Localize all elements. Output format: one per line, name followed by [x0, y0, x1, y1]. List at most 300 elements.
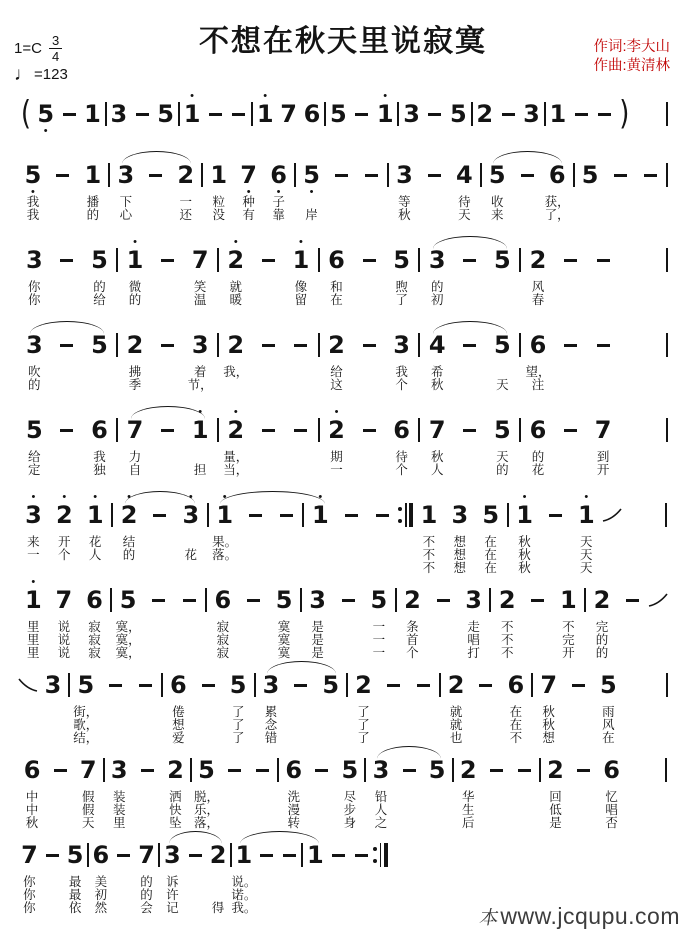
lyric: 初 — [430, 293, 444, 307]
lyric: 打 — [467, 646, 480, 660]
time-numerator: 3 — [49, 34, 62, 49]
lyric: 留 — [294, 293, 308, 307]
lyric: 开 — [596, 463, 610, 477]
note: 3 诉 许 记 — [164, 841, 181, 915]
lyric: 首 — [406, 633, 419, 647]
duration-dash — [510, 748, 538, 830]
duration-dash — [249, 748, 277, 830]
note: 4 待 天 — [455, 161, 473, 222]
duration-dash — [423, 92, 446, 135]
lyric: 想 — [453, 535, 467, 549]
lyric: 不 — [422, 561, 436, 575]
lyric: 我 — [93, 450, 106, 464]
lyric: 得 — [211, 901, 225, 915]
lyric: 担 — [193, 463, 207, 477]
note: 1 播 的 — [84, 161, 102, 222]
lyric: 不 — [500, 633, 514, 647]
duration-dash — [271, 493, 302, 575]
lyric: 寂 — [216, 633, 230, 647]
note: 6 待 个 — [393, 416, 410, 477]
note: 1 — [307, 841, 324, 869]
lyric: 你 — [23, 888, 36, 902]
lyric: 完 — [595, 620, 609, 634]
note: • 2 就 暖 — [227, 236, 245, 307]
watermark-text: www.jcqupu.com — [500, 903, 680, 929]
lyric: 节， — [187, 378, 213, 392]
note: 5 天 — [494, 331, 511, 392]
note: • 2 结 的 — [120, 491, 138, 562]
note: 2 一 还 — [177, 161, 195, 222]
note: • 2 量， 当， — [223, 406, 249, 477]
duration-dash — [193, 663, 223, 745]
lyric: 子 — [272, 195, 285, 209]
lyric: 就 — [229, 280, 243, 294]
lyric: 条 — [406, 620, 419, 634]
note: 5 在 在 在 — [482, 501, 500, 575]
lyric: 我。 — [231, 901, 257, 915]
barline — [665, 92, 668, 135]
lyric: 人 — [88, 548, 102, 562]
duration-dash — [333, 578, 364, 660]
duration-dash — [48, 153, 78, 222]
lyric: 的 — [93, 280, 106, 294]
note: 7 秋 秋 想 — [540, 671, 558, 745]
key-time-tempo-block — [14, 34, 68, 83]
duration-dash — [482, 748, 510, 830]
note: 1 — [84, 100, 101, 128]
note: 2 — [476, 100, 494, 128]
lyric: 微 — [128, 280, 142, 294]
lyric: 了 — [231, 731, 245, 745]
quarter-note-icon: ♩ — [14, 64, 33, 85]
lyric: 笑 — [193, 280, 207, 294]
note: 5 寞 寞 寞 — [275, 586, 293, 660]
barline — [665, 408, 668, 477]
note: 2 完 的 的 — [593, 586, 611, 660]
lyric: 不 — [422, 548, 436, 562]
note: 5 收 来 — [488, 161, 506, 222]
duration-dash — [454, 323, 487, 392]
lyric: 寂 — [216, 620, 230, 634]
lyric: 自 — [128, 463, 142, 477]
lyric: 个 — [395, 463, 408, 477]
note: 5 最 最 依 — [66, 841, 84, 915]
note: • 1 微 的 — [126, 236, 144, 307]
note: • 2 期 一 — [328, 406, 345, 477]
lyric: 寞， — [115, 646, 141, 660]
slur-fragment — [648, 578, 668, 660]
note: 6 寂 寂 寂 — [214, 586, 232, 660]
duration-dash — [112, 833, 135, 915]
spacer — [622, 493, 665, 575]
lyric: 华 — [461, 790, 475, 804]
note: 3 — [403, 100, 420, 128]
lyric: 说。 — [231, 875, 257, 889]
duration-dash — [221, 748, 249, 830]
lyric: 种 — [242, 195, 255, 209]
lyric: 不 — [562, 620, 575, 634]
duration-dash — [327, 833, 350, 915]
lyric: 人 — [430, 463, 444, 477]
lyric: 的 — [595, 646, 609, 660]
lyric: 秋 — [518, 548, 531, 562]
spacer — [619, 323, 665, 392]
note: 6 寂 寂 寂 — [86, 586, 103, 660]
duration-dash — [554, 238, 587, 307]
note: • 1 里 里 里 — [24, 576, 42, 660]
system-intro — [18, 92, 668, 135]
duration-dash — [285, 323, 318, 392]
note: 5 雨 风 在 — [600, 671, 617, 745]
lyric: 唱 — [605, 803, 618, 817]
barline — [665, 153, 668, 222]
lyric: 的 — [122, 548, 136, 562]
note: • 1 花 人 — [86, 491, 104, 562]
lyric: 脱， — [194, 790, 220, 804]
lyric: 漫 — [287, 803, 300, 817]
duration-dash — [554, 323, 587, 392]
lyric: 结 — [122, 535, 136, 549]
system-line-8 — [18, 748, 668, 830]
lyric: 是 — [311, 646, 324, 660]
note: • 3 来 一 — [25, 491, 42, 562]
parenthesis: ) — [619, 95, 630, 133]
lyric: 天 — [580, 548, 593, 562]
lyric: 中 — [25, 790, 39, 804]
lyric: 岸 — [305, 208, 318, 222]
lyric: 播 — [86, 195, 100, 209]
lyric: 的 — [531, 450, 545, 464]
duration-dash — [496, 92, 519, 135]
lyric: 后 — [461, 816, 475, 830]
tempo-value: =123 — [34, 66, 68, 83]
lyric: 秋 — [430, 450, 444, 464]
lyric: 你 — [28, 293, 41, 307]
lyric: 回 — [549, 790, 562, 804]
jcqupu-logo-icon: 本 — [477, 908, 501, 929]
lyric: 歌， — [73, 718, 99, 732]
lyric: 就 — [449, 705, 463, 719]
note: 3 等 秋 — [396, 161, 413, 222]
lyric: 暖 — [229, 293, 243, 307]
spacer — [619, 238, 665, 307]
note: 3 我 个 — [393, 331, 410, 392]
note: 7 说 说 说 — [55, 586, 73, 660]
lyric: 洒 — [169, 790, 182, 804]
note: 5 煦 了 — [393, 246, 410, 307]
note: 6 的 花 — [529, 416, 547, 477]
lyric: 不 — [422, 535, 436, 549]
note: 7 笑 温 — [191, 246, 209, 307]
lyric: 春 — [531, 293, 545, 307]
lyric: 定 — [28, 463, 41, 477]
note: 5 — [581, 161, 599, 189]
note: 2 了 了 了 — [355, 671, 372, 745]
lyric: 初 — [94, 888, 108, 902]
duration-dash — [151, 408, 184, 477]
lyric: 天 — [458, 208, 471, 222]
lyricist-credit: 作词:李大山 — [593, 39, 670, 55]
note: 1 — [549, 100, 567, 128]
note: 6 和 在 — [328, 246, 345, 307]
lyric: 的 — [128, 293, 142, 307]
lyric: 果。 — [212, 535, 238, 549]
lyric: 一 — [372, 646, 386, 660]
note: • 1 秋 秋 秋 — [516, 491, 533, 575]
note: • 1 天 天 天 — [577, 491, 595, 575]
lyric: 在 — [484, 535, 497, 549]
lyric: 诺。 — [231, 888, 257, 902]
duration-dash — [569, 748, 597, 830]
note: 5 • 我 我 — [24, 161, 42, 222]
lyric: 秋 — [25, 816, 39, 830]
lyric: 美 — [94, 875, 108, 889]
lyric: 你 — [23, 875, 36, 889]
lyric: 说 — [57, 620, 71, 634]
lyric: 身 — [343, 816, 357, 830]
note: 2 风 春 — [529, 246, 547, 307]
lyric: 天 — [496, 378, 509, 392]
note: 3 — [523, 100, 540, 128]
note: 6 我 独 — [91, 416, 108, 477]
lyric: 了， — [544, 208, 570, 222]
lyric: 了 — [357, 718, 370, 732]
note: 3 铅 人 之 — [372, 756, 390, 830]
note: 6 倦 想 爱 — [170, 671, 187, 745]
note: • 3 花 — [182, 491, 200, 562]
lyric: 里 — [27, 646, 40, 660]
lyric: 秋 — [518, 561, 531, 575]
duration-dash — [240, 493, 271, 575]
note: 5 — [322, 671, 340, 699]
lyric: 寞 — [277, 620, 291, 634]
note: 3 下 心 — [117, 161, 135, 222]
lyric: 了 — [357, 705, 370, 719]
tempo-marking — [14, 66, 68, 83]
note: 6 • 子 靠 — [270, 161, 287, 222]
lyric: 秋 — [518, 535, 531, 549]
spacer — [623, 663, 665, 745]
note: 3 吹 的 — [25, 331, 43, 392]
lyric: 在 — [509, 705, 523, 719]
note: 6 美 初 然 — [92, 841, 110, 915]
duration-dash — [353, 408, 386, 477]
note: 4 希 秋 — [428, 331, 446, 392]
lyric: 你 — [23, 901, 36, 915]
lyric: 寞 — [277, 646, 291, 660]
lyric: 着 — [193, 365, 207, 379]
note: • 1 — [183, 90, 201, 128]
lyric: 想 — [542, 731, 555, 745]
lyric: 里 — [27, 633, 40, 647]
lyric: 寞， — [115, 633, 141, 647]
duration-dash — [635, 153, 665, 222]
note: 6 中 中 秋 — [23, 756, 41, 830]
note: 5 的 给 — [91, 246, 108, 307]
lyric: 天 — [580, 561, 593, 575]
duration-dash — [286, 663, 316, 745]
lyric: 不 — [500, 646, 514, 660]
lyric: 一 — [27, 548, 40, 562]
note: 3 着 节， — [187, 331, 213, 392]
lyric: 是 — [311, 620, 324, 634]
duration-dash — [587, 323, 620, 392]
lyric: 寂 — [88, 633, 101, 647]
duration-dash — [51, 408, 84, 477]
lyric: 许 — [166, 888, 179, 902]
duration-dash — [252, 323, 285, 392]
credits-block — [593, 38, 670, 76]
lyric: 乐， — [194, 803, 220, 817]
note: • 1 像 留 — [292, 236, 310, 307]
composer-credit: 作曲:黄清林 — [593, 58, 670, 74]
note: 5 一 一 一 — [370, 586, 388, 660]
lyric: 坠 — [169, 816, 182, 830]
lyric: 给 — [330, 365, 343, 379]
lyric: 倦 — [172, 705, 185, 719]
lyric: 风 — [602, 718, 615, 732]
duration-dash — [327, 153, 357, 222]
duration-dash — [204, 92, 227, 135]
lyric: 假 — [81, 803, 95, 817]
lyric: 低 — [549, 803, 562, 817]
duration-dash — [378, 663, 408, 745]
lyric: 秋 — [430, 378, 444, 392]
lyric: 给 — [28, 450, 41, 464]
note: 7 的 的 会 — [138, 841, 155, 915]
note: 6 — [303, 100, 321, 128]
lyric: 量， — [223, 450, 249, 464]
lyric: 获， — [544, 195, 570, 209]
lyric: 季 — [128, 378, 142, 392]
duration-dash — [131, 92, 154, 135]
duration-dash — [51, 323, 84, 392]
note: 5 尽 步 身 — [341, 756, 359, 830]
lyric: 心 — [119, 208, 133, 222]
parenthesis: ( — [20, 95, 32, 133]
lyric: 期 — [330, 450, 343, 464]
duration-dash — [238, 578, 269, 660]
duration-dash — [471, 663, 501, 745]
note: 7 假 假 天 — [79, 756, 97, 830]
repeat-sign — [398, 493, 414, 575]
lyric: 的 — [595, 633, 609, 647]
note: 3 走 唱 打 — [465, 586, 482, 660]
note: 7 你 你 你 — [21, 841, 38, 915]
key-time-line — [14, 34, 68, 63]
note: 7 秋 人 — [428, 416, 446, 477]
lyric: 记 — [166, 901, 179, 915]
lyric: 念 — [264, 718, 278, 732]
lyric: 的 — [28, 378, 41, 392]
lyric: 走 — [467, 620, 480, 634]
lyric: 力 — [128, 450, 142, 464]
lyric: 开 — [58, 535, 71, 549]
duration-dash — [57, 92, 80, 135]
note: 6 获， 了， — [544, 161, 570, 222]
lyric: 我 — [26, 208, 40, 222]
lyric: 想 — [453, 548, 467, 562]
duration-dash — [41, 833, 64, 915]
lyric: 依 — [68, 901, 82, 915]
duration-dash — [512, 153, 542, 222]
lyric: 结， — [73, 731, 99, 745]
note: 7 力 自 — [126, 416, 144, 477]
duration-dash — [350, 92, 373, 135]
note: • 1 — [256, 90, 274, 128]
duration-dash — [356, 153, 386, 222]
note: 6 在 在 不 — [507, 671, 525, 745]
lyric: 装 — [113, 790, 126, 804]
lyric: 还 — [179, 208, 192, 222]
duration-dash — [46, 748, 74, 830]
note: 5 寞， 寞， 寞， — [115, 586, 141, 660]
lyric: 秋 — [542, 705, 555, 719]
note: 2 给 这 — [328, 331, 345, 392]
lyric: 是 — [549, 816, 562, 830]
lyric: 秋 — [542, 718, 555, 732]
lyric: 收 — [491, 195, 504, 209]
lyric: 落。 — [212, 548, 238, 562]
duration-dash — [252, 408, 285, 477]
note: • 2 开 个 — [55, 491, 73, 562]
lyric: 步 — [343, 803, 357, 817]
system-line-1 — [18, 153, 668, 222]
note: 5 — [330, 100, 347, 128]
lyric: 你 — [28, 280, 41, 294]
spacer — [619, 408, 665, 477]
system-line-3 — [18, 323, 668, 392]
lyric: 的 — [140, 888, 153, 902]
duration-dash — [408, 663, 438, 745]
lyric: 个 — [58, 548, 71, 562]
lyric: 在 — [509, 718, 523, 732]
duration-dash — [151, 238, 184, 307]
slur-fragment — [602, 493, 622, 575]
system-line-5 — [18, 493, 668, 575]
lyric: 煦 — [395, 280, 408, 294]
lyric: 我 — [26, 195, 40, 209]
lyric: 在 — [602, 731, 615, 745]
lyric: 这 — [330, 378, 343, 392]
lyric: 街， — [73, 705, 99, 719]
barline — [665, 748, 668, 830]
note: 7 — [280, 100, 297, 128]
duration-dash — [605, 153, 635, 222]
duration-dash — [587, 238, 620, 307]
lyric: 快 — [169, 803, 182, 817]
lyric: 粒 — [212, 195, 225, 209]
note: 5 给 定 — [25, 416, 43, 477]
lyric: 在 — [484, 548, 497, 562]
note: 5 了 了 了 — [229, 671, 247, 745]
lyric: 里 — [27, 620, 40, 634]
lyric: 人 — [374, 803, 388, 817]
duration-dash — [523, 578, 554, 660]
note: 3 — [44, 671, 62, 699]
spacer — [626, 748, 665, 830]
note: 5 — [449, 100, 467, 128]
lyric: 我， — [223, 365, 249, 379]
lyric: 诉 — [166, 875, 179, 889]
lyric: 了 — [231, 718, 245, 732]
lyric: 会 — [140, 901, 153, 915]
duration-dash — [184, 833, 207, 915]
duration-dash — [101, 663, 131, 745]
lyric: 完 — [562, 633, 575, 647]
duration-dash — [151, 323, 184, 392]
lyric: 下 — [119, 195, 133, 209]
